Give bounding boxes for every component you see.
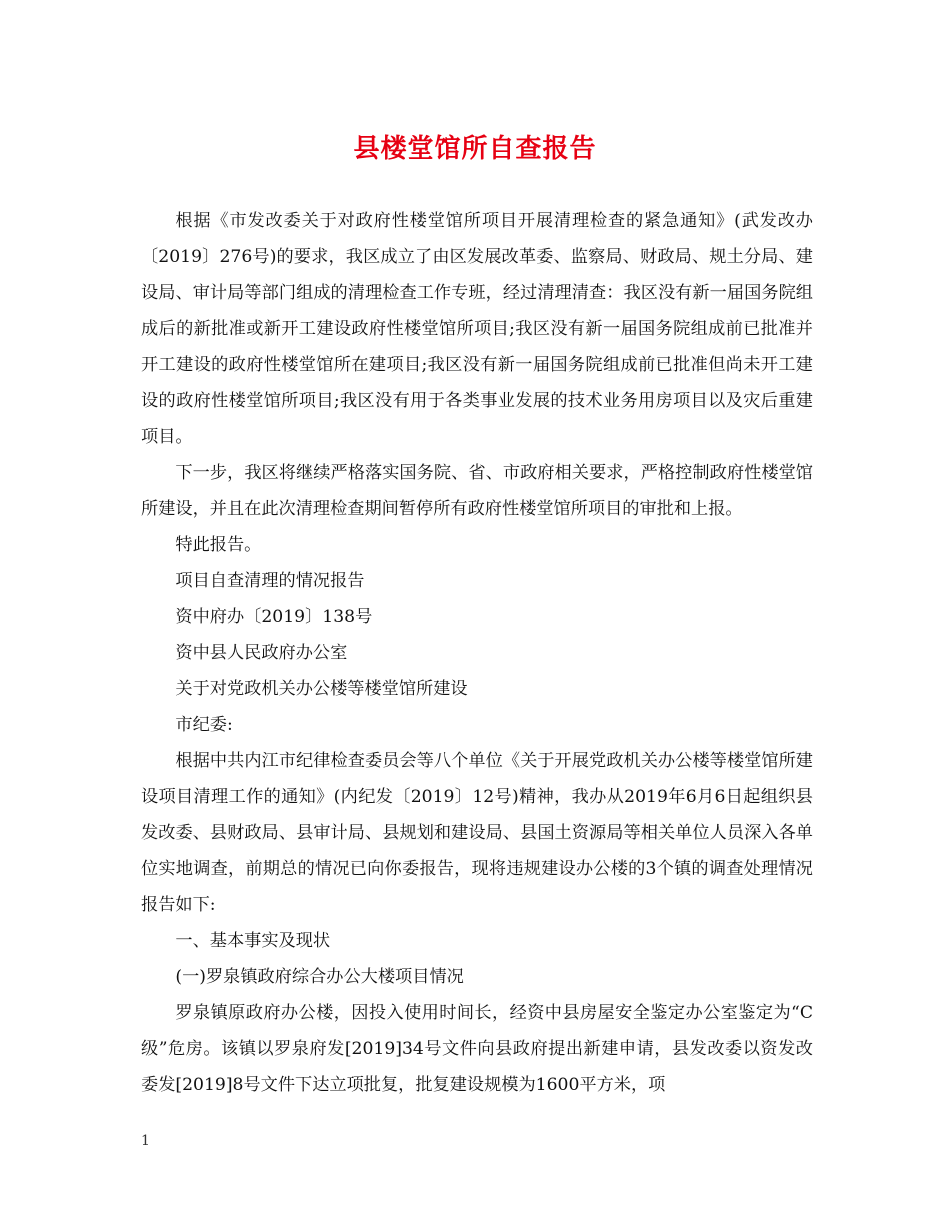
document-title: 县楼堂馆所自查报告 [353, 134, 597, 164]
paragraph: 罗泉镇原政府办公楼，因投入使用时间长，经资中县房屋安全鉴定办公室鉴定为“C级”危房。该镇以罗泉府发[2019]34号文件向县政府提出新建申请，县发改委以资发改委发[2019]8号文件下达立项批复，批复建设规模为1600平方米，项 [141, 1003, 813, 1095]
paragraph: 资中府办〔2019〕138号 [175, 607, 373, 627]
paragraph: 资中县人民政府办公室 [175, 643, 348, 663]
paragraph: 特此报告。 [175, 535, 262, 555]
paragraph: 根据中共内江市纪律检查委员会等八个单位《关于开展党政机关办公楼等楼堂馆所建设项目清理工作的通知》(内纪发〔2019〕12号)精神，我办从2019年6月6日起组织县发改委、县财政局、县审计局、县规划和建设局、县国土资源局等相关单位人员深入各单位实地调查，前期总的情况已向你委报告，现将违规建设办公楼的3个镇的调查处理情况报告如下: [141, 751, 813, 915]
paragraph: 关于对党政机关办公楼等楼堂馆所建设 [175, 679, 468, 699]
paragraph: 下一步，我区将继续严格落实国务院、省、市政府相关要求，严格控制政府性楼堂馆所建设，并且在此次清理检查期间暂停所有政府性楼堂馆所项目的审批和上报。 [141, 463, 813, 519]
paragraph: 根据《市发改委关于对政府性楼堂馆所项目开展清理检查的紧急通知》(武发改办〔2019〕276号)的要求，我区成立了由区发展改革委、监察局、财政局、规土分局、建设局、审计局等部门组成的清理检查工作专班，经过清理清查：我区没有新一届国务院组成后的新批准或新开工建设政府性楼堂馆所项目;我区没有新一届国务院组成前已批准并开工建设的政府性楼堂馆所在建项目;我区没有新一届国务院组成前已批准但尚未开工建设的政府性楼堂馆所项目;我区没有用于各类事业发展的技术业务用房项目以及灾后重建项目。 [141, 211, 813, 447]
subsection-heading: (一)罗泉镇政府综合办公大楼项目情况 [175, 967, 464, 987]
page-number: 1 [141, 1133, 150, 1149]
section-heading: 一、基本事实及现状 [175, 931, 331, 951]
paragraph: 项目自查清理的情况报告 [175, 571, 365, 591]
paragraph: 市纪委: [175, 715, 233, 735]
document-body [141, 203, 813, 1103]
